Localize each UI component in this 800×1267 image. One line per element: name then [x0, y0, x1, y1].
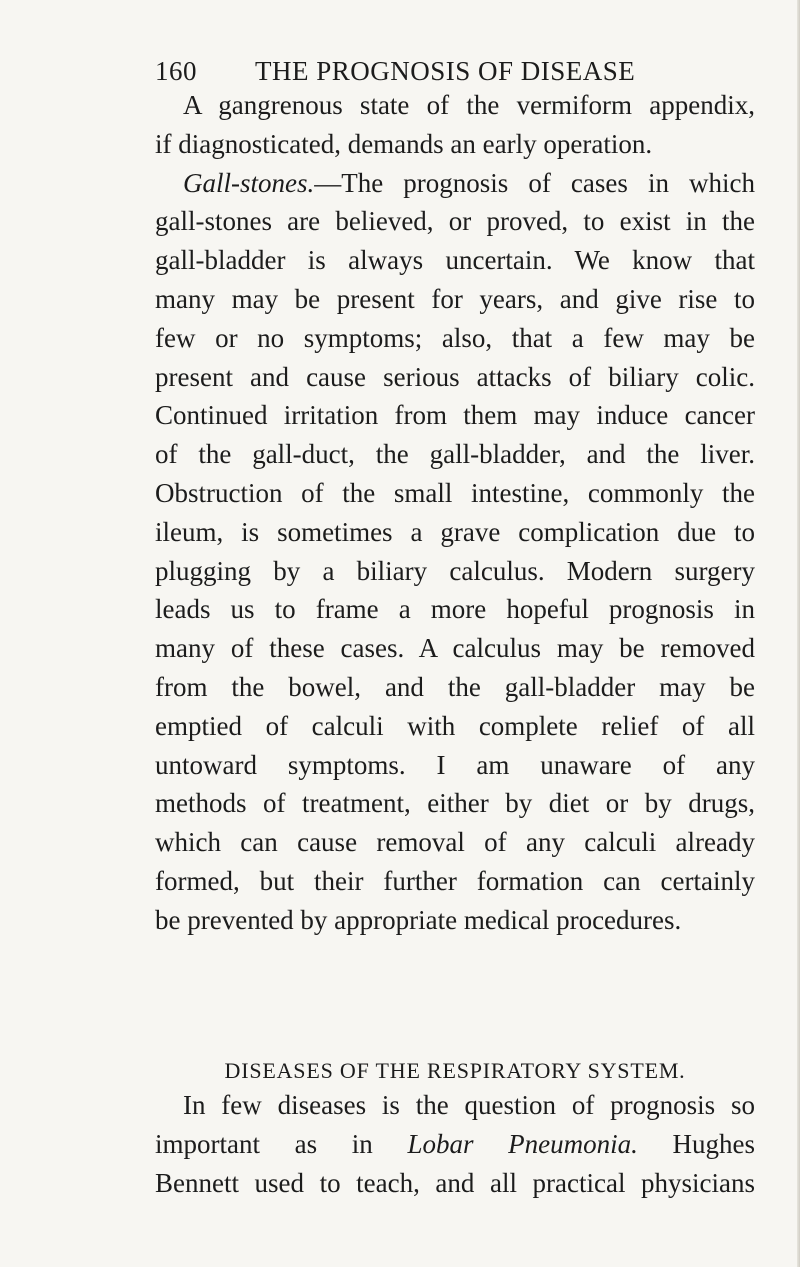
page-header	[155, 56, 755, 87]
text-line: Obstruction of the small intestine, commonly the	[155, 477, 755, 508]
text-line: Bennett used to teach, and all practical physicians	[155, 1167, 755, 1198]
text-line: many of these cases. A calculus may be removed	[155, 633, 755, 664]
text-line: gall-bladder is always uncertain. We know that	[155, 245, 755, 276]
text-line: Continued irritation from them may induce cancer	[155, 400, 755, 431]
text-line: In few diseases is the question of prognosis so	[183, 1090, 755, 1120]
text-line	[155, 164, 755, 203]
section-heading: DISEASES OF THE RESPIRATORY SYSTEM.	[224, 1058, 686, 1083]
text-line: formed, but their further formation can certainly	[155, 865, 755, 896]
text-line: many may be present for years, and give rise to	[155, 283, 755, 314]
running-title: THE PROGNOSIS OF DISEASE	[255, 56, 636, 86]
gall-stones-heading: Gall-stones.	[183, 167, 315, 198]
text-line: ileum, is sometimes a grave complication due to	[155, 516, 755, 547]
text-line: of the gall-duct, the gall-bladder, and the liver.	[155, 439, 755, 470]
text-fragment: important as in	[155, 1128, 408, 1159]
text-line: untoward symptoms. I am unaware of any	[155, 749, 755, 780]
page-number: 160	[155, 56, 197, 86]
text-line: present and cause serious attacks of biliary colic.	[155, 361, 755, 392]
text-line: few or no symptoms; also, that a few may be	[155, 322, 755, 353]
text-line	[155, 1125, 755, 1164]
text-line: gall-stones are believed, or proved, to exist in the	[155, 206, 755, 237]
body-text-lower	[155, 1086, 755, 1202]
text-line: leads us to frame a more hopeful prognosis in	[155, 594, 755, 625]
body-text-upper	[155, 86, 755, 940]
text-line: A gangrenous state of the vermiform appendix,	[183, 90, 755, 120]
text-line: if diagnosticated, demands an early operation.	[155, 128, 653, 159]
text-fragment: Hughes	[637, 1128, 755, 1159]
text-line: be prevented by appropriate medical procedures.	[155, 904, 682, 935]
text-line: from the bowel, and the gall-bladder may be	[155, 671, 755, 702]
text-fragment: —The prognosis of cases in which	[314, 167, 755, 198]
lobar-pneumonia-term: Lobar Pneumonia.	[407, 1128, 638, 1159]
text-line: emptied of calculi with complete relief of all	[155, 710, 755, 741]
text-line: plugging by a biliary calculus. Modern surgery	[155, 555, 755, 586]
text-line: methods of treatment, either by diet or by drugs,	[155, 788, 755, 819]
text-line: which can cause removal of any calculi already	[155, 827, 755, 858]
